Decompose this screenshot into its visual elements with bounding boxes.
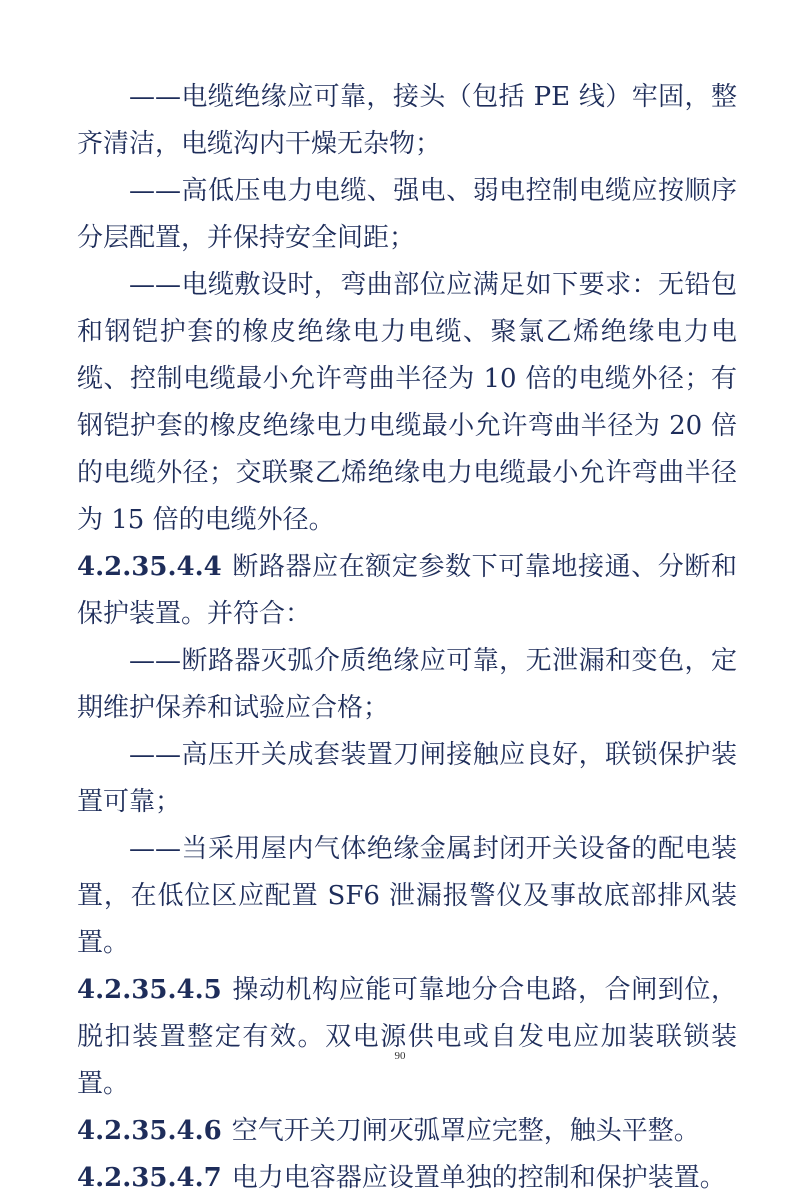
clause-text: 操动机构应能可靠地分合电路，合闸到位，脱扣装置整定有效。双电源供电或自发电应加装联锁装置。 — [77, 975, 737, 1099]
paragraph-breaker-arc: ——断路器灭弧介质绝缘应可靠，无泄漏和变色，定期维护保养和试验应合格； — [77, 646, 737, 723]
clause-4-2-35-4-6 — [77, 1108, 737, 1155]
clause-number: 4.2.35.4.7 — [77, 1163, 222, 1193]
paragraph-switchgear: ——高压开关成套装置刀闸接触应良好，联锁保护装置可靠； — [77, 740, 737, 817]
document-body — [77, 74, 737, 1202]
clause-4-2-35-4-4 — [77, 544, 737, 638]
clause-number: 4.2.35.4.6 — [77, 1116, 222, 1146]
clause-text: 断路器应在额定参数下可靠地接通、分断和保护装置。并符合： — [77, 552, 737, 629]
clause-number: 4.2.35.4.5 — [77, 975, 222, 1005]
paragraph-cable-insulation: ——电缆绝缘应可靠，接头（包括 PE 线）牢固，整齐清洁，电缆沟内干燥无杂物； — [77, 82, 737, 159]
paragraph-cable-layering: ——高低压电力电缆、强电、弱电控制电缆应按顺序分层配置，并保持安全间距； — [77, 176, 737, 253]
paragraph-gis-sf6: ——当采用屋内气体绝缘金属封闭开关设备的配电装置，在低位区应配置 SF6 泄漏报警仪及事故底部排风装置。 — [77, 834, 737, 958]
clause-text: 电力电容器应设置单独的控制和保护装置。 — [231, 1163, 726, 1193]
paragraph-cable-bending: ——电缆敷设时，弯曲部位应满足如下要求：无铅包和钢铠护套的橡皮绝缘电力电缆、聚氯乙烯绝缘电力电缆、控制电缆最小允许弯曲半径为 10 倍的电缆外径；有钢铠护套的橡皮绝缘电力电缆最小允许弯曲半径为 20 倍的电缆外径；交联聚乙烯绝缘电力电缆最小允许弯曲半径为 15 倍的电缆外径。 — [77, 270, 737, 535]
clause-text: 空气开关刀闸灭弧罩应完整，触头平整。 — [231, 1116, 700, 1146]
clause-4-2-35-4-5 — [77, 967, 737, 1108]
clause-4-2-35-4-7 — [77, 1155, 737, 1202]
page-number: 90 — [394, 1050, 406, 1062]
clause-number: 4.2.35.4.4 — [77, 552, 222, 582]
